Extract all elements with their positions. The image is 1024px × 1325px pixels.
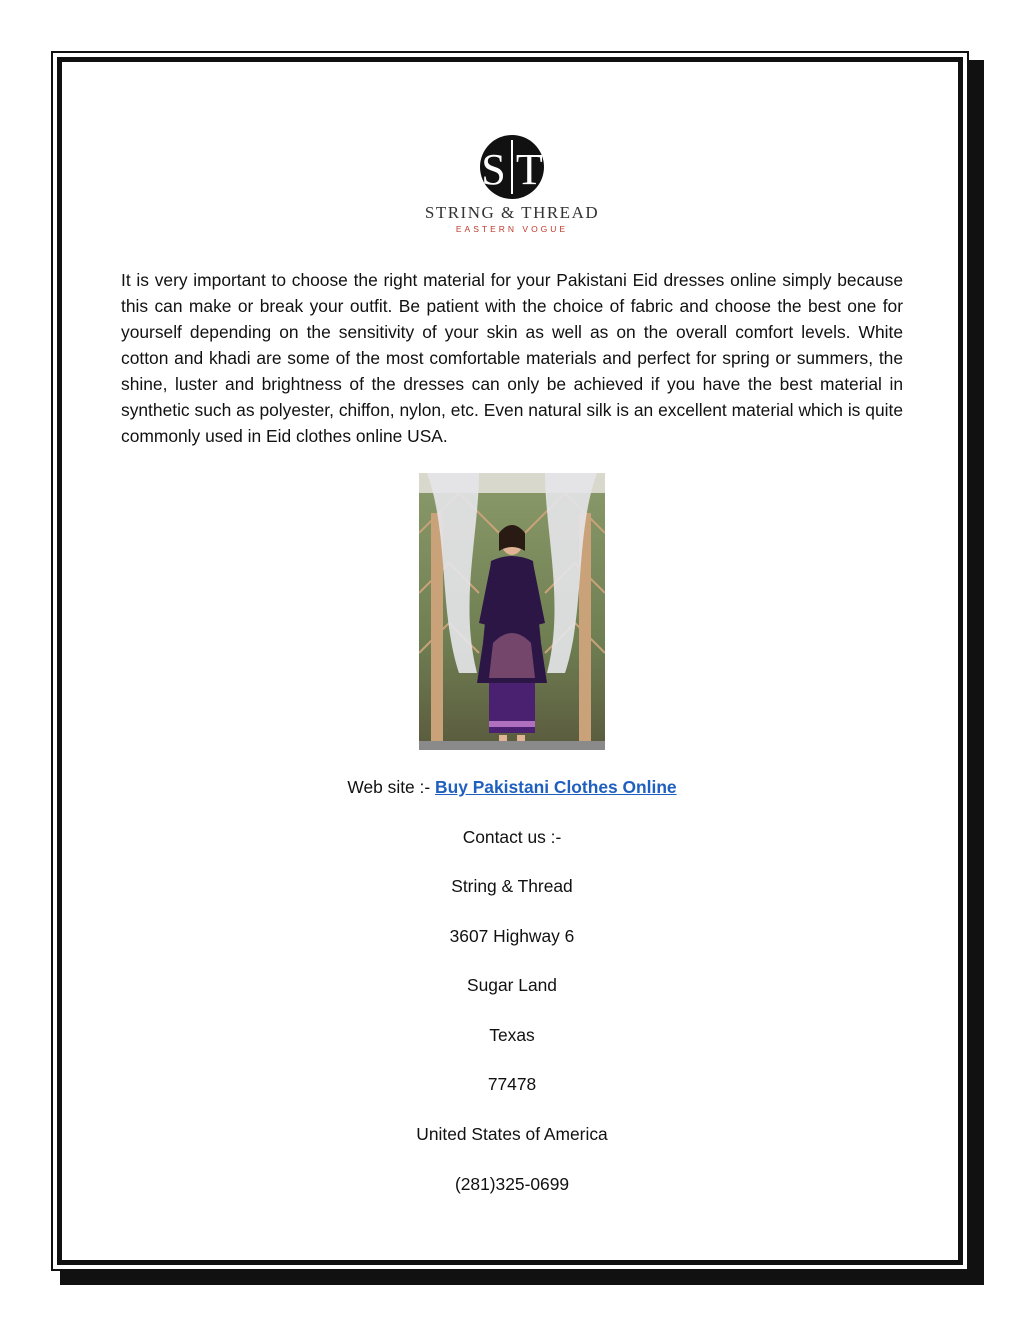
contact-city: Sugar Land [467, 975, 557, 995]
contact-phone: (281)325-0699 [454, 1174, 570, 1194]
website-label: Web site :- [347, 777, 436, 797]
product-photo [419, 473, 605, 750]
website-line [200, 776, 824, 798]
model-dress-image [419, 473, 605, 750]
article-paragraph: It is very important to choose the right material for your Pakistani Eid dresses online simply because this can make or break your outfit. Be patient with the choice of fabric and choose the best one for yourself depending on the sensitivity of your skin as well as on the overall comfort levels. White cotton and khadi are some of the most comfortable materials and perfect for spring or summers, the shine, luster and brightness of the dresses can only be achieved if you have the best material in synthetic such as polyester, chiffon, nylon, etc. Even natural silk is an excellent material which is quite commonly used in Eid clothes online USA. [121, 270, 903, 446]
contact-zip: 77478 [487, 1074, 537, 1094]
logo-tagline: EASTERN VOGUE [455, 224, 569, 234]
brand-logo [398, 134, 626, 244]
contact-country: United States of America [416, 1124, 608, 1144]
contact-heading: Contact us :- [462, 827, 562, 847]
contact-street: 3607 Highway 6 [449, 926, 575, 946]
website-link[interactable]: Buy Pakistani Clothes Online [435, 777, 677, 797]
monogram-logo-icon [398, 134, 626, 200]
contact-company: String & Thread [451, 876, 573, 896]
monogram-text: S T [481, 145, 543, 194]
contact-state: Texas [489, 1025, 535, 1045]
logo-brand-name: STRING & THREAD [424, 203, 600, 222]
